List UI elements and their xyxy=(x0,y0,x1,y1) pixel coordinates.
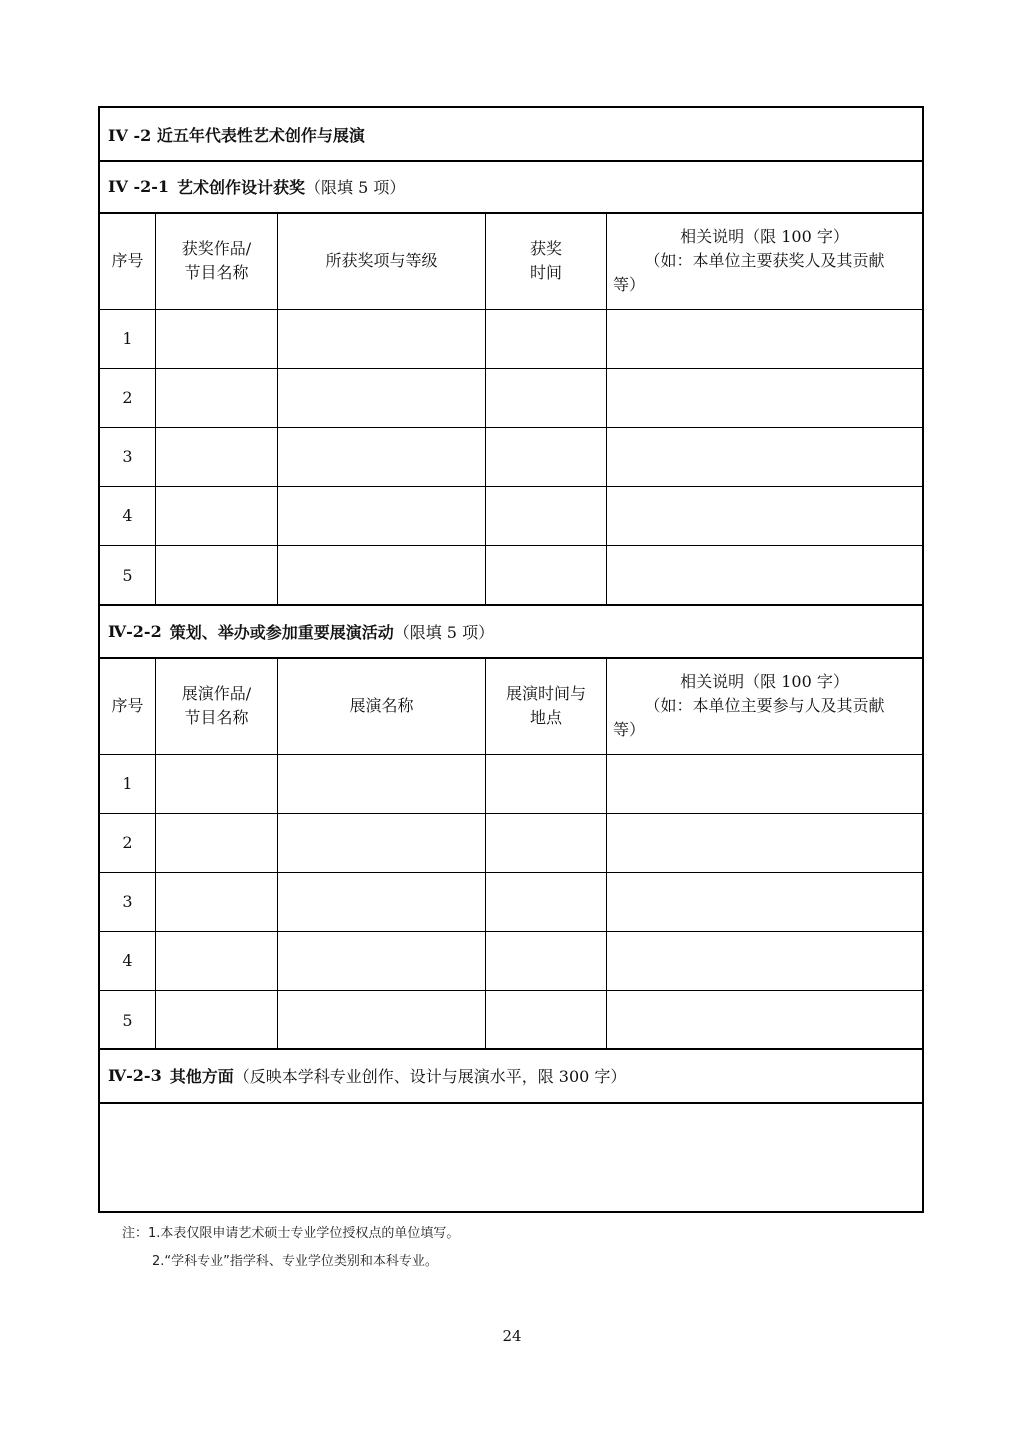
sub1-title-band xyxy=(100,161,922,212)
sub1-header-row xyxy=(100,213,922,310)
table-row xyxy=(100,546,922,605)
sub2-code: Ⅳ-2-2 xyxy=(108,621,162,641)
row-seq: 3 xyxy=(100,873,156,932)
sub2-title-band xyxy=(100,605,922,657)
table-row xyxy=(100,932,922,991)
sub3-title: 其他方面 xyxy=(169,1067,234,1086)
cell-name[interactable] xyxy=(278,755,486,814)
header-seq: 序号 xyxy=(100,213,156,310)
section-title: IV -2 近五年代表性艺术创作与展演 xyxy=(108,125,365,145)
header-work-line2: 节目名称 xyxy=(184,708,249,727)
header-seq: 序号 xyxy=(100,658,156,755)
cell-time[interactable] xyxy=(486,310,607,369)
row-seq: 5 xyxy=(100,546,156,605)
section-title-band xyxy=(100,108,922,160)
cell-time[interactable] xyxy=(486,755,607,814)
cell-time[interactable] xyxy=(486,369,607,428)
sub3-title-band xyxy=(100,1049,922,1102)
cell-desc[interactable] xyxy=(607,310,922,369)
cell-work[interactable] xyxy=(156,369,278,428)
header-desc-line3: 等） xyxy=(613,720,646,739)
cell-award[interactable] xyxy=(278,546,486,605)
cell-desc[interactable] xyxy=(607,873,922,932)
header-desc-line3: 等） xyxy=(613,275,646,294)
cell-name[interactable] xyxy=(278,932,486,991)
sub3-note: （反映本学科专业创作、设计与展演水平，限 300 字） xyxy=(233,1067,627,1086)
header-work-line1: 获奖作品/ xyxy=(181,239,252,258)
cell-desc[interactable] xyxy=(607,755,922,814)
row-seq: 1 xyxy=(100,755,156,814)
cell-name[interactable] xyxy=(278,814,486,873)
cell-desc[interactable] xyxy=(607,932,922,991)
header-time-line1: 展演时间与 xyxy=(505,684,586,703)
header-desc-line1: 相关说明（限 100 字） xyxy=(680,227,849,246)
header-award: 所获奖项与等级 xyxy=(278,213,486,310)
header-time-line2: 地点 xyxy=(529,708,562,727)
header-work-line1: 展演作品/ xyxy=(181,684,252,703)
cell-desc[interactable] xyxy=(607,991,922,1050)
cell-work[interactable] xyxy=(156,932,278,991)
table-row xyxy=(100,814,922,873)
cell-award[interactable] xyxy=(278,487,486,546)
row-seq: 2 xyxy=(100,814,156,873)
header-desc xyxy=(607,658,922,755)
form-table xyxy=(98,106,924,1213)
header-work xyxy=(156,213,278,310)
table-row xyxy=(100,487,922,546)
cell-desc[interactable] xyxy=(607,369,922,428)
table-row xyxy=(100,310,922,369)
cell-award[interactable] xyxy=(278,310,486,369)
cell-work[interactable] xyxy=(156,814,278,873)
cell-work[interactable] xyxy=(156,755,278,814)
note-line-1: 注：1.本表仅限申请艺术硕士专业学位授权点的单位填写。 xyxy=(122,1226,460,1241)
sub2-header-row xyxy=(100,658,922,755)
sub2-title: 策划、举办或参加重要展演活动 xyxy=(169,622,394,642)
cell-time[interactable] xyxy=(486,873,607,932)
header-desc-line2: （如：本单位主要获奖人及其贡献 xyxy=(644,251,885,270)
cell-work[interactable] xyxy=(156,428,278,487)
cell-time[interactable] xyxy=(486,814,607,873)
row-seq: 2 xyxy=(100,369,156,428)
cell-award[interactable] xyxy=(278,428,486,487)
header-work xyxy=(156,658,278,755)
cell-time[interactable] xyxy=(486,546,607,605)
sub1-note: （限填 5 项） xyxy=(305,178,406,197)
sub3-text-area[interactable] xyxy=(100,1104,922,1211)
note-line-2: 2.“学科专业”指学科、专业学位类别和本科专业。 xyxy=(152,1254,438,1269)
cell-time[interactable] xyxy=(486,991,607,1050)
sub3-code: Ⅳ-2-3 xyxy=(108,1066,162,1085)
page-number: 24 xyxy=(502,1327,522,1345)
cell-work[interactable] xyxy=(156,991,278,1050)
table-row xyxy=(100,369,922,428)
table-row xyxy=(100,428,922,487)
cell-time[interactable] xyxy=(486,487,607,546)
row-seq: 4 xyxy=(100,487,156,546)
header-desc-line1: 相关说明（限 100 字） xyxy=(680,672,849,691)
cell-name[interactable] xyxy=(278,991,486,1050)
cell-desc[interactable] xyxy=(607,428,922,487)
table-row xyxy=(100,755,922,814)
table-row xyxy=(100,873,922,932)
row-seq: 4 xyxy=(100,932,156,991)
cell-work[interactable] xyxy=(156,873,278,932)
cell-desc[interactable] xyxy=(607,487,922,546)
cell-time[interactable] xyxy=(486,932,607,991)
header-desc-line2: （如：本单位主要参与人及其贡献 xyxy=(644,696,885,715)
sub1-title: 艺术创作设计获奖 xyxy=(177,178,306,197)
footnotes xyxy=(122,1220,459,1276)
row-seq: 1 xyxy=(100,310,156,369)
row-seq: 3 xyxy=(100,428,156,487)
cell-time[interactable] xyxy=(486,428,607,487)
cell-desc[interactable] xyxy=(607,814,922,873)
header-time xyxy=(486,658,607,755)
cell-work[interactable] xyxy=(156,310,278,369)
header-time-line1: 获奖 xyxy=(529,239,562,258)
header-time-line2: 时间 xyxy=(529,263,562,282)
cell-work[interactable] xyxy=(156,487,278,546)
header-desc xyxy=(607,213,922,310)
table-row xyxy=(100,991,922,1050)
cell-name[interactable] xyxy=(278,873,486,932)
header-time xyxy=(486,213,607,310)
cell-desc[interactable] xyxy=(607,546,922,605)
sub1-code: IV -2-1 xyxy=(108,177,170,196)
cell-work[interactable] xyxy=(156,546,278,605)
header-name: 展演名称 xyxy=(278,658,486,755)
row-seq: 5 xyxy=(100,991,156,1050)
cell-award[interactable] xyxy=(278,369,486,428)
header-work-line2: 节目名称 xyxy=(184,263,249,282)
sub2-note: （限填 5 项） xyxy=(393,622,495,642)
